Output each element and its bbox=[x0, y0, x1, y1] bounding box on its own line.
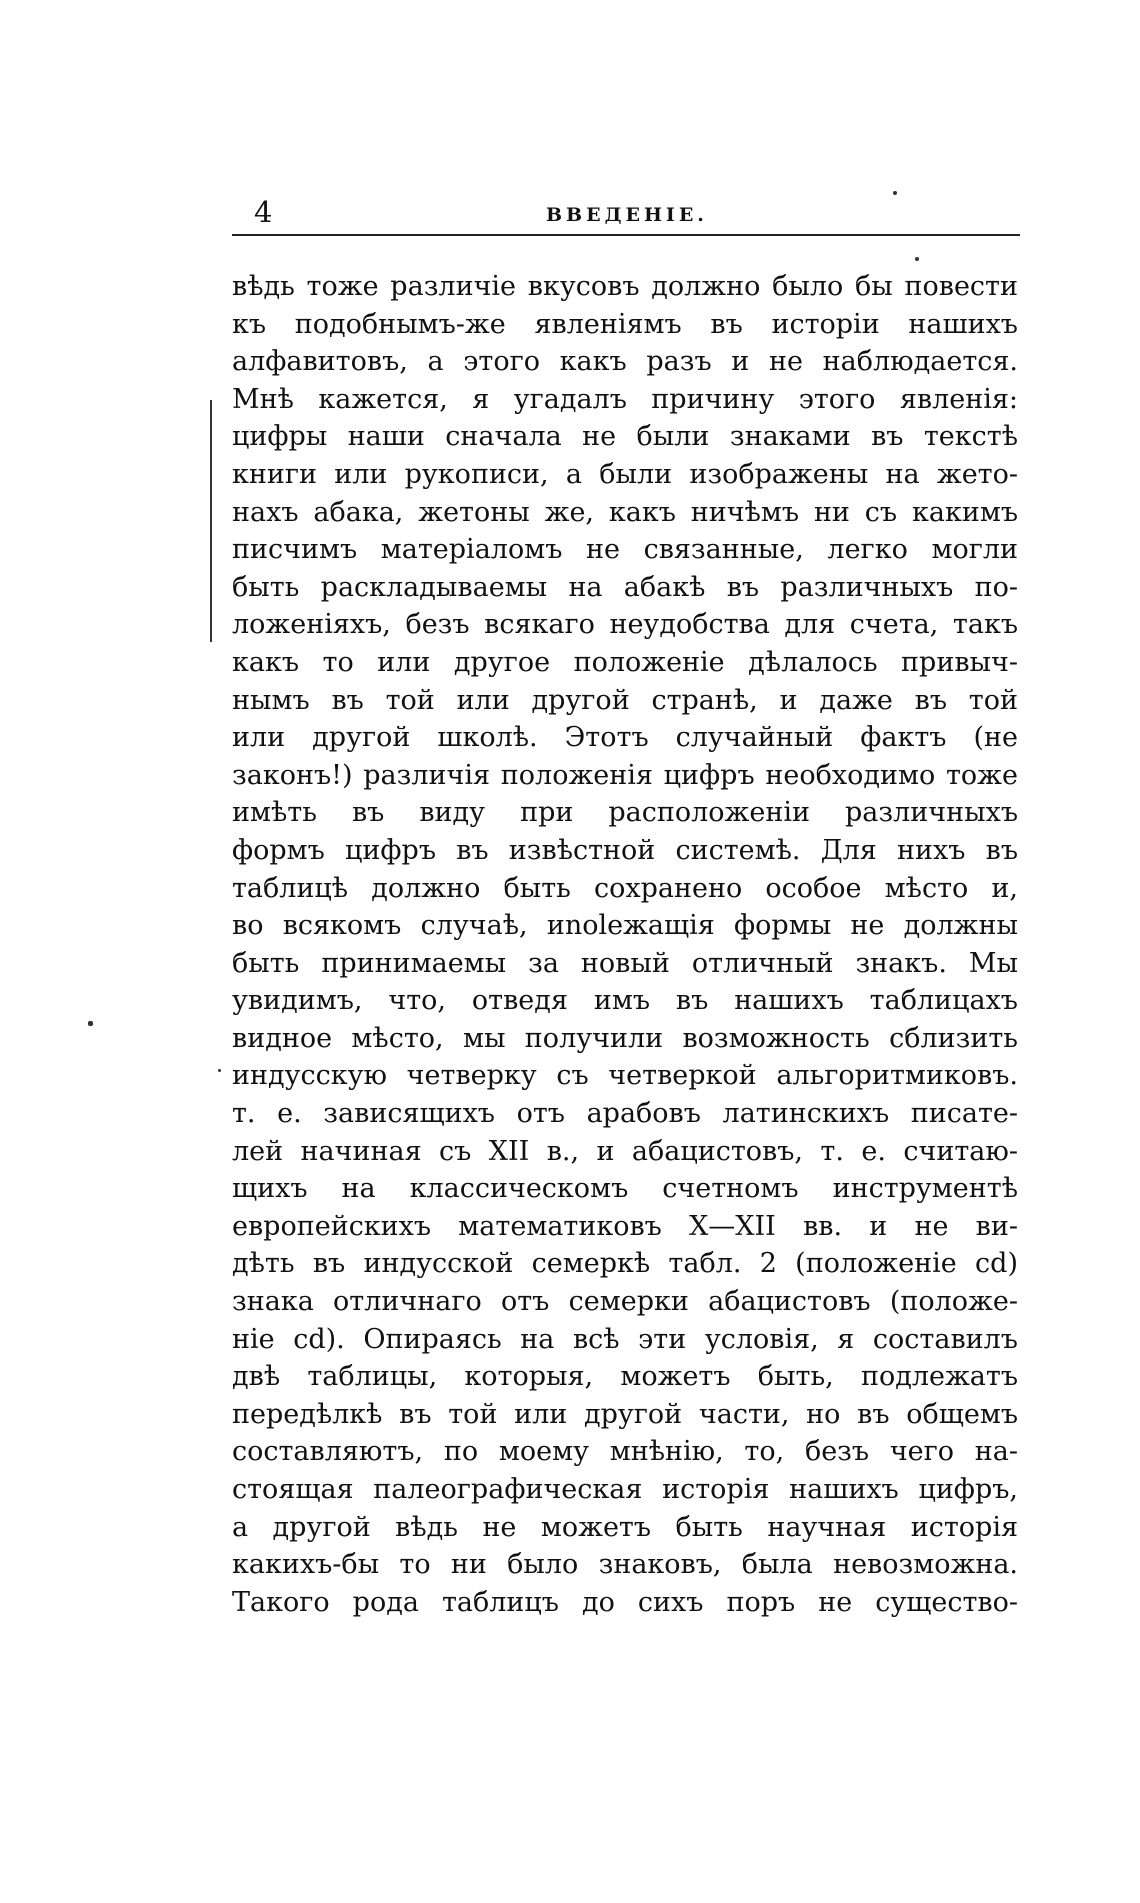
ink-speck bbox=[915, 257, 919, 261]
text-line: знака отличнаго отъ семерки абацистовъ (положе- bbox=[232, 1286, 1018, 1318]
text-line: имѣть въ виду при расположеніи различныхъ bbox=[232, 797, 1018, 829]
text-line: формъ цифръ въ извѣстной системѣ. Для нихъ въ bbox=[232, 834, 1018, 866]
text-line: Мнѣ кажется, я угадалъ причину этого явленія: bbox=[232, 383, 1018, 415]
text-line: составляютъ, по моему мнѣнію, то, безъ чего на- bbox=[232, 1436, 1018, 1468]
header-rule bbox=[232, 234, 1020, 236]
text-line: т. е. зависящихъ отъ арабовъ латинскихъ писате- bbox=[232, 1098, 1018, 1130]
text-line: цифры наши сначала не были знаками въ текстѣ bbox=[232, 421, 1018, 453]
text-line: лей начиная съ XII в., и абацистовъ, т. е. считаю- bbox=[232, 1135, 1018, 1167]
text-line: а другой вѣдь не можетъ быть научная исторія bbox=[232, 1511, 1018, 1543]
text-line: двѣ таблицы, которыя, можетъ быть, подлежатъ bbox=[232, 1361, 1018, 1393]
text-line: щихъ на классическомъ счетномъ инструментѣ bbox=[232, 1173, 1018, 1205]
text-line: законъ!) различія положенія цифръ необходимо тоже bbox=[232, 759, 1018, 791]
text-line: индусскую четверку съ четверкой альгоритмиковъ. bbox=[232, 1060, 1018, 1092]
text-line: видное мѣсто, мы получили возможность сблизить bbox=[232, 1022, 1018, 1054]
text-line: нахъ абака, жетоны же, какъ ничѣмъ ни съ какимъ bbox=[232, 496, 1018, 528]
text-line: европейскихъ математиковъ X—XII вв. и не ви- bbox=[232, 1210, 1018, 1242]
text-line: алфавитовъ, а этого какъ разъ и не наблюдается. bbox=[232, 346, 1018, 378]
margin-marking-line bbox=[210, 400, 212, 642]
text-line: Такого рода таблицъ до сихъ поръ не существо- bbox=[232, 1586, 1018, 1618]
text-line: какъ то или другое положеніе дѣлалось привыч- bbox=[232, 646, 1018, 678]
text-line: книги или рукописи, а были изображены на жето- bbox=[232, 458, 1018, 490]
running-head: ВВЕДЕНІЕ. bbox=[546, 204, 708, 226]
body-text bbox=[232, 268, 1018, 1621]
text-line: нымъ въ той или другой странѣ, и даже въ той bbox=[232, 684, 1018, 716]
ink-speck bbox=[893, 191, 897, 195]
text-line: передѣлкѣ въ той или другой части, но въ общемъ bbox=[232, 1398, 1018, 1430]
text-line: стоящая палеографическая исторія нашихъ цифръ, bbox=[232, 1474, 1018, 1505]
page-number: 4 bbox=[254, 195, 273, 229]
text-line: увидимъ, что, отведя имъ въ нашихъ таблицахъ bbox=[232, 985, 1018, 1017]
text-line: во всякомъ случаѣ, иnolежащія формы не должны bbox=[232, 910, 1018, 942]
text-line: дѣть въ индусской семеркѣ табл. 2 (положеніе cd) bbox=[232, 1248, 1018, 1280]
text-line: ніе cd). Опираясь на всѣ эти условія, я составилъ bbox=[232, 1323, 1018, 1355]
text-line: писчимъ матеріаломъ не связанные, легко могли bbox=[232, 534, 1018, 566]
text-line: ложеніяхъ, безъ всякаго неудобства для счета, такъ bbox=[232, 609, 1018, 641]
text-line: или другой школѣ. Этотъ случайный фактъ (не bbox=[232, 722, 1018, 754]
text-line: какихъ-бы то ни было знаковъ, была невозможна. bbox=[232, 1549, 1018, 1581]
text-line: къ подобнымъ-же явленіямъ въ исторіи нашихъ bbox=[232, 308, 1018, 340]
page-header bbox=[232, 192, 1020, 236]
text-line: вѣдь тоже различіе вкусовъ должно было бы повести bbox=[232, 271, 1018, 302]
ink-speck bbox=[218, 1069, 221, 1072]
text-line: таблицѣ должно быть сохранено особое мѣсто и, bbox=[232, 872, 1018, 904]
text-line: быть раскладываемы на абакѣ въ различныхъ по- bbox=[232, 571, 1018, 603]
ink-speck bbox=[88, 1021, 93, 1026]
text-line: быть принимаемы за новый отличный знакъ. Мы bbox=[232, 947, 1018, 979]
